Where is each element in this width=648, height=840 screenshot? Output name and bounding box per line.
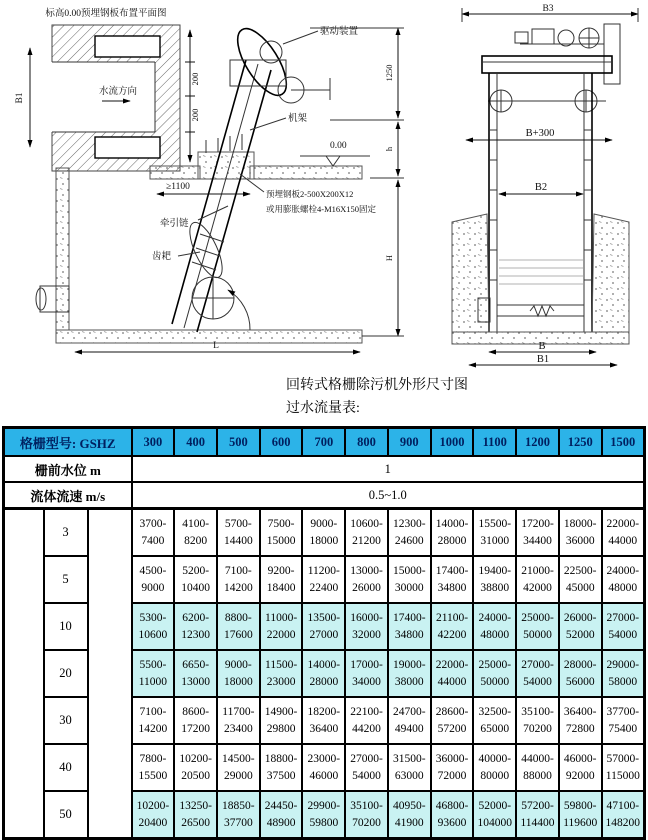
flow-range-cell: 24450- 48900	[260, 791, 303, 839]
flow-range-cell: 46000- 92000	[559, 744, 602, 791]
flow-range-cell: 3700- 7400	[132, 509, 175, 557]
model-col-header: 400	[174, 428, 217, 457]
flow-range-cell: 27000- 54000	[516, 650, 559, 697]
flow-range-cell: 11000- 22000	[260, 603, 303, 650]
model-col-header: 300	[132, 428, 175, 457]
dim-200-b: 200	[190, 108, 200, 122]
flow-range-cell: 22000- 44000	[431, 650, 474, 697]
flow-range-cell: 28000- 56000	[559, 650, 602, 697]
flow-range-cell: 8600- 17200	[174, 697, 217, 744]
plan-view	[15, 7, 200, 171]
flow-range-cell: 7800- 15500	[132, 744, 175, 791]
flow-range-cell: 47100- 148200	[602, 791, 645, 839]
drive-label: 驱动装置	[320, 27, 359, 37]
flow-range-cell: 12300- 24600	[388, 509, 431, 557]
dim-h-big: H	[384, 254, 394, 262]
flow-range-cell: 6200- 12300	[174, 603, 217, 650]
dim-l: L	[213, 341, 219, 351]
flow-range-cell: 9200- 18400	[260, 556, 303, 603]
flow-range-cell: 35100- 70200	[345, 791, 388, 839]
flow-range-cell: 24700- 49400	[388, 697, 431, 744]
embed-bolt-note: 或用膨胀螺栓4-M16X150固定	[266, 204, 377, 214]
bar-gap-label: 5	[44, 556, 88, 603]
flow-range-cell: 11200- 22400	[302, 556, 345, 603]
level-label: 0.00	[330, 141, 347, 151]
flow-range-cell: 8800- 17600	[217, 603, 260, 650]
dim-b-plus-300: B+300	[525, 128, 555, 139]
flow-range-cell: 40000- 80000	[473, 744, 516, 791]
flow-range-cell: 6650- 13000	[174, 650, 217, 697]
velocity-label: 流体流速 m/s	[4, 482, 132, 509]
drawing-caption: 回转式格栅除污机外形尺寸图	[286, 378, 468, 393]
bar-gap-label: 10	[44, 603, 88, 650]
flow-range-cell: 13250- 26500	[174, 791, 217, 839]
water-level-value: 1	[132, 456, 645, 482]
flow-range-cell: 57200- 114400	[516, 791, 559, 839]
flow-range-cell: 18000- 36000	[559, 509, 602, 557]
channel-ticks	[489, 130, 592, 280]
model-col-header: 700	[302, 428, 345, 457]
model-col-header: 1000	[431, 428, 474, 457]
model-col-header: 1500	[602, 428, 645, 457]
bar-gap-label: 40	[44, 744, 88, 791]
flow-range-cell: 27000- 54000	[345, 744, 388, 791]
flow-range-cell: 21000- 42000	[516, 556, 559, 603]
table-header-row	[4, 428, 645, 457]
dim-h-small: h	[384, 146, 394, 152]
flow-range-cell: 5200- 10400	[174, 556, 217, 603]
flow-range-cell: 27000- 54000	[602, 603, 645, 650]
flow-range-cell: 22500- 45000	[559, 556, 602, 603]
flow-range-cell: 10200- 20500	[174, 744, 217, 791]
dim-200-a: 200	[190, 72, 200, 86]
flow-range-cell: 11500- 23000	[260, 650, 303, 697]
chain-label: 牵引链	[160, 219, 189, 229]
flow-range-cell: 5500- 11000	[132, 650, 175, 697]
rake-label: 齿耙	[152, 252, 172, 262]
embedded-plate-top	[95, 36, 160, 57]
velocity-row	[4, 482, 645, 509]
flow-range-cell: 25000- 50000	[516, 603, 559, 650]
flow-range-cell: 10600- 21200	[345, 509, 388, 557]
flow-range-cell: 9000- 18000	[217, 650, 260, 697]
flow-range-cell: 22000- 44000	[602, 509, 645, 557]
flow-range-cell: 59800- 119600	[559, 791, 602, 839]
flow-range-cell: 23000- 46000	[302, 744, 345, 791]
bar-gap-label: 50	[44, 791, 88, 839]
bar-gap-label: 20	[44, 650, 88, 697]
drawing-section	[0, 0, 648, 368]
motor	[532, 29, 554, 44]
model-col-header: 800	[345, 428, 388, 457]
water-level-row	[4, 456, 645, 482]
flow-range-cell: 7100- 14200	[217, 556, 260, 603]
flow-range-cell: 14500- 29000	[217, 744, 260, 791]
engineering-drawing	[0, 0, 648, 368]
flow-range-cell: 9000- 18000	[302, 509, 345, 557]
flow-range-cell: 19000- 38000	[388, 650, 431, 697]
front-view	[452, 4, 638, 365]
flow-range-cell: 15500- 31000	[473, 509, 516, 557]
flow-range-cell: 13500- 27000	[302, 603, 345, 650]
flow-range-cell: 26000- 52000	[559, 603, 602, 650]
bar-gap-label: 30	[44, 697, 88, 744]
dim-b: B	[538, 341, 546, 352]
model-col-header: 500	[217, 428, 260, 457]
flow-range-cell: 18200- 36400	[302, 697, 345, 744]
flow-range-cell: 17200- 34400	[516, 509, 559, 557]
flow-range-cell: 17000- 34000	[345, 650, 388, 697]
flow-range-cell: 7100- 14200	[132, 697, 175, 744]
flow-range-cell: 25000- 50000	[473, 650, 516, 697]
model-col-header: 1250	[559, 428, 602, 457]
flow-range-cell: 17400- 34800	[431, 556, 474, 603]
flow-row	[4, 509, 645, 557]
embed-plate-note: 预埋钢板2-500X200X12	[266, 189, 354, 199]
flow-range-cell: 32500- 65000	[473, 697, 516, 744]
spring	[530, 306, 554, 316]
flow-range-cell: 14900- 29800	[260, 697, 303, 744]
flow-range-cell: 36000- 72000	[431, 744, 474, 791]
flow-range-cell: 22100- 44200	[345, 697, 388, 744]
velocity-value: 0.5~1.0	[132, 482, 645, 509]
model-series-label: 格栅型号: GSHZ	[4, 428, 132, 457]
plan-title: 标高0.00预埋钢板布置平面图	[45, 9, 167, 19]
flow-range-cell: 15000- 30000	[388, 556, 431, 603]
water-lines	[499, 260, 583, 284]
flow-table-body	[4, 509, 645, 839]
flow-direction-label: 水流方向	[98, 87, 138, 97]
row-label-right-spacer	[88, 509, 132, 839]
flow-range-cell: 35100- 70200	[516, 697, 559, 744]
flow-range-cell: 46800- 93600	[431, 791, 474, 839]
flow-range-cell: 57000- 115000	[602, 744, 645, 791]
dim-b1-front: B1	[536, 354, 550, 365]
flow-range-cell: 5300- 10600	[132, 603, 175, 650]
model-col-header: 900	[388, 428, 431, 457]
flow-range-cell: 44000- 88000	[516, 744, 559, 791]
dim-1100: ≥1100	[166, 182, 190, 192]
flow-range-cell: 19400- 38800	[473, 556, 516, 603]
dim-b2: B2	[534, 182, 548, 193]
top-beam	[482, 56, 612, 73]
flow-rate-table	[2, 426, 646, 840]
flow-range-cell: 37700- 75400	[602, 697, 645, 744]
embedded-plate-bottom	[95, 137, 160, 158]
dim-b3: B3	[542, 4, 554, 14]
flow-range-cell: 17400- 34800	[388, 603, 431, 650]
flow-range-cell: 11700- 23400	[217, 697, 260, 744]
flow-range-cell: 7500- 15000	[260, 509, 303, 557]
flow-range-cell: 29000- 58000	[602, 650, 645, 697]
dim-1250: 1250	[384, 64, 394, 82]
flow-range-cell: 4100- 8200	[174, 509, 217, 557]
flow-range-cell: 31500- 63000	[388, 744, 431, 791]
flow-range-cell: 28600- 57200	[431, 697, 474, 744]
level-symbol	[326, 156, 340, 166]
frame-label: 机架	[288, 114, 308, 124]
flow-range-cell: 10200- 20400	[132, 791, 175, 839]
model-col-header: 600	[260, 428, 303, 457]
flow-range-cell: 24000- 48000	[473, 603, 516, 650]
flow-range-cell: 4500- 9000	[132, 556, 175, 603]
model-col-header: 1200	[516, 428, 559, 457]
flow-range-cell: 14000- 28000	[302, 650, 345, 697]
flow-range-cell: 13000- 26000	[345, 556, 388, 603]
flow-range-cell: 14000- 28000	[431, 509, 474, 557]
flow-range-cell: 24000- 48000	[602, 556, 645, 603]
flow-range-cell: 40950- 41900	[388, 791, 431, 839]
flow-table-title: 过水流量表:	[286, 401, 360, 416]
water-level-label: 栅前水位 m	[4, 456, 132, 482]
model-col-header: 1100	[473, 428, 516, 457]
flow-range-cell: 29900- 59800	[302, 791, 345, 839]
bar-gap-label: 3	[44, 509, 88, 557]
flow-range-cell: 18850- 37700	[217, 791, 260, 839]
captions	[0, 368, 648, 424]
flow-range-cell: 18800- 37500	[260, 744, 303, 791]
row-label-left-spacer	[4, 509, 44, 839]
flow-range-cell: 21100- 42200	[431, 603, 474, 650]
flow-range-cell: 52000- 104000	[473, 791, 516, 839]
dim-b1-plan: B1	[15, 92, 25, 104]
flow-range-cell: 5700- 14400	[217, 509, 260, 557]
flow-range-cell: 16000- 32000	[345, 603, 388, 650]
flow-range-cell: 36400- 72800	[559, 697, 602, 744]
